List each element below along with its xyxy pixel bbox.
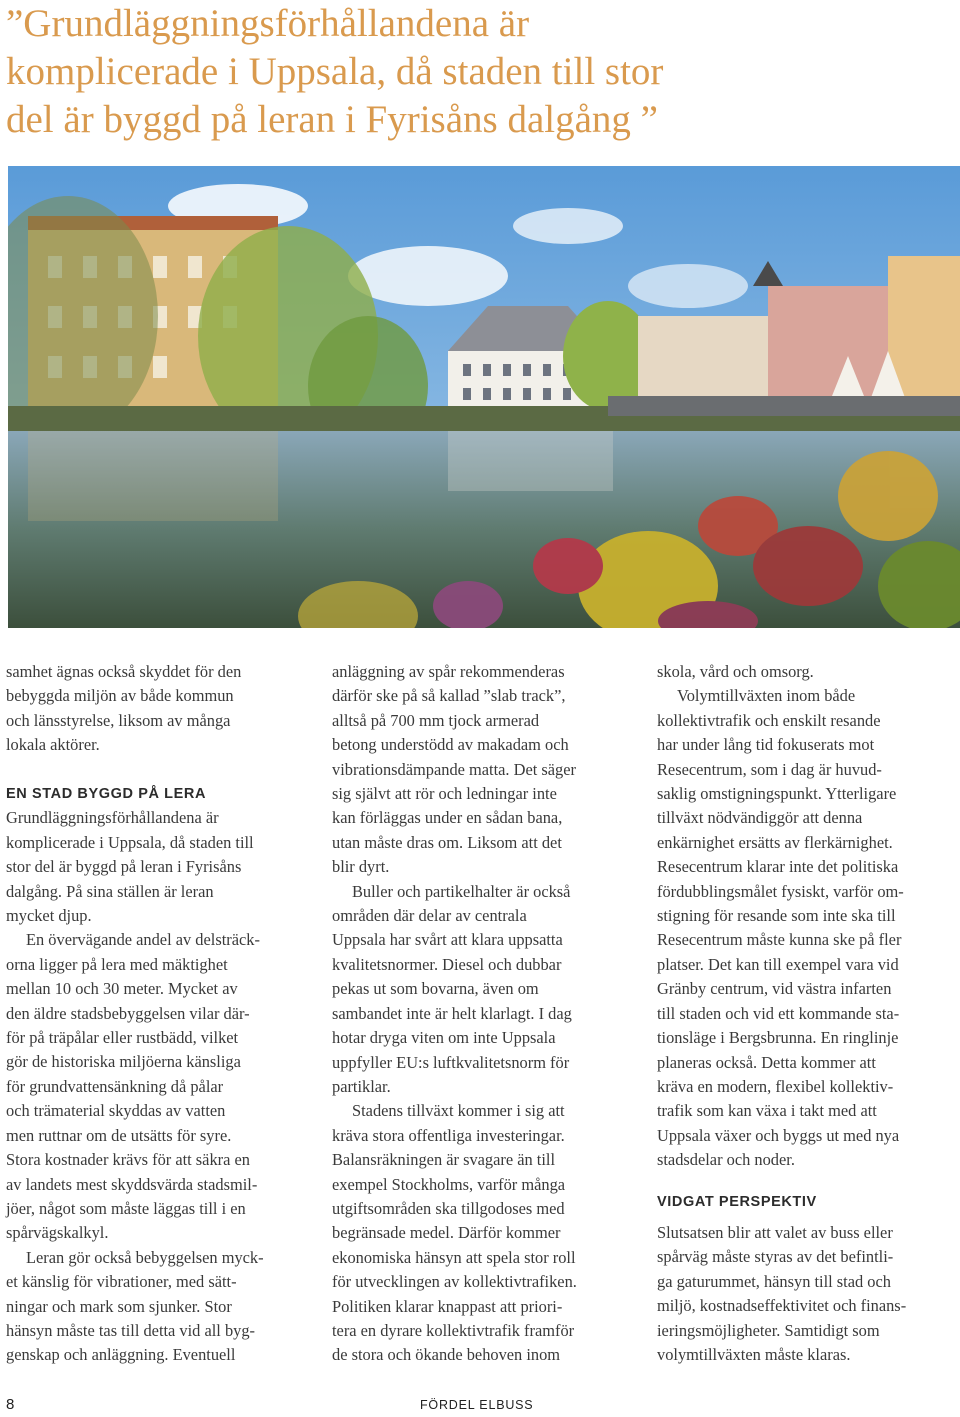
text-line: orna ligger på lera med mäktighet [6, 954, 228, 974]
text-line: gör de historiska miljöerna känsliga [6, 1052, 241, 1072]
text-line: volymtillväxten måste klaras. [657, 1344, 851, 1364]
pull-quote-line: del är byggd på leran i Fyrisåns dalgång ” [6, 98, 658, 141]
text-line: et känslig för vibrationer, med sätt- [6, 1272, 237, 1292]
text-line: exempel Stockholms, varför många [332, 1174, 566, 1194]
text-line: stadsdelar och noder. [657, 1150, 795, 1170]
paragraph [332, 880, 632, 1100]
paragraph [6, 806, 306, 928]
text-line: komplicerade i Uppsala, då staden till [6, 832, 254, 852]
text-line: ekonomiska hänsyn att spela stor roll [332, 1247, 576, 1267]
text-line: vibrationsdämpande matta. Det säger [332, 759, 576, 779]
text-line: Slutsatsen blir att valet av buss eller [657, 1222, 893, 1242]
text-line: sig självt att rör och ledningar inte [332, 784, 557, 804]
text-line: stigning för resande som inte ska till [657, 906, 896, 926]
text-line: En övervägande andel av delsträck- [26, 930, 260, 950]
text-line: Volymtillväxten inom både [677, 686, 856, 706]
text-line: lokala aktörer. [6, 735, 100, 755]
text-line: har under lång tid fokuserats mot [657, 735, 875, 755]
text-line: men ruttnar om de utsätts för syre. [6, 1125, 232, 1145]
text-line: den äldre stadsbebyggelsen vilar där- [6, 1003, 250, 1023]
text-line: stor del är byggd på leran i Fyrisåns [6, 857, 242, 877]
text-line: spårväg måste styras av det befintli- [657, 1247, 894, 1267]
paragraph [6, 660, 306, 758]
text-line: jöer, något som måste läggas till i en [6, 1198, 246, 1218]
paragraph [6, 928, 306, 1245]
pull-quote-line: komplicerade i Uppsala, då staden till stor [6, 50, 664, 93]
text-line: mellan 10 och 30 meter. Mycket av [6, 979, 238, 999]
text-line: platser. Det kan till exempel vara vid [657, 954, 899, 974]
paragraph [657, 684, 957, 1172]
section-heading: EN STAD BYGGD PÅ LERA [6, 786, 207, 803]
text-line: därför ske på så kallad ”slab track”, [332, 686, 566, 706]
text-line: planeras också. Detta kommer att [657, 1052, 876, 1072]
text-line: Politiken klarar knappast att priori- [332, 1296, 563, 1316]
text-line: Resecentrum klarar inte det politiska [657, 857, 899, 877]
text-line: genskap och anläggning. Eventuell [6, 1345, 236, 1365]
text-line: Resecentrum, som i dag är huvud- [657, 759, 882, 779]
text-line: partiklar. [332, 1076, 391, 1096]
text-line: bebyggda miljön av både kommun [6, 686, 234, 706]
paragraph [657, 660, 957, 684]
text-line: anläggning av spår rekommenderas [332, 662, 565, 681]
text-line: hänsyn måste tas till detta vid all byg- [6, 1320, 255, 1340]
text-line: och trämaterial skyddas av vatten [6, 1101, 226, 1121]
text-line: saklig omstigningspunkt. Ytterligare [657, 784, 897, 804]
pull-quote-line: ”Grundläggningsförhållandena är [6, 2, 530, 45]
text-line: Balansräkningen är svagare än till [332, 1150, 556, 1170]
text-line: områden där delar av centrala [332, 906, 527, 926]
paragraph [657, 1221, 957, 1367]
text-line: Leran gör också bebyggelsen myck- [26, 1247, 264, 1267]
text-column-2 [332, 660, 632, 1368]
text-line: av landets mest skyddsvärda stadsmil- [6, 1174, 258, 1194]
text-line: trafik som kan växa i takt med att [657, 1101, 877, 1121]
text-line: kollektivtrafik och enskilt resande [657, 710, 881, 730]
text-line: utgiftsområden ska tillgodoses med [332, 1198, 565, 1218]
pull-quote [6, 0, 906, 144]
text-line: Uppsala har svårt att klara uppsatta [332, 930, 563, 950]
text-line: ga gaturummet, hänsyn till stad och [657, 1271, 891, 1291]
page-number: 8 [6, 1396, 15, 1413]
text-line: Resecentrum måste kunna ske på fler [657, 930, 902, 950]
text-line: kan förläggas under en sådan bana, [332, 808, 563, 828]
text-column-3 [657, 660, 957, 1367]
text-line: Buller och partikelhalter är också [352, 881, 571, 901]
text-line: betong understödd av makadam och [332, 735, 569, 755]
text-line: dalgång. På sina ställen är leran [6, 881, 214, 901]
text-line: Stadens tillväxt kommer i sig att [352, 1101, 565, 1121]
text-line: Grundläggningsförhållandena är [6, 808, 219, 828]
text-line: miljö, kostnadseffektivitet och finans- [657, 1296, 907, 1316]
text-line: kvalitetsnormer. Diesel och dubbar [332, 954, 562, 974]
text-line: tionsläge i Bergsbrunna. En ringlinje [657, 1028, 899, 1048]
paragraph [332, 660, 632, 880]
text-line: och länsstyrelse, liksom av många [6, 710, 231, 730]
text-line: tera en dyrare kollektivtrafik framför [332, 1320, 575, 1340]
text-line: uppfyller EU:s luftkvalitetsnorm för [332, 1052, 570, 1072]
text-line: alltså på 700 mm tjock armerad [332, 710, 540, 730]
text-line: Uppsala växer och byggs ut med nya [657, 1125, 900, 1145]
text-line: enkärnighet ersätts av flerkärnighet. [657, 832, 893, 852]
text-line: mycket djup. [6, 906, 92, 926]
text-line: för utvecklingen av kollektivtrafiken. [332, 1272, 577, 1292]
text-line: skola, vård och omsorg. [657, 662, 814, 681]
text-line: för grundvattensänkning då pålar [6, 1076, 224, 1096]
text-line: ningar och mark som sjunker. Stor [6, 1296, 232, 1316]
text-column-1 [6, 660, 306, 1368]
paragraph [6, 1246, 306, 1368]
running-head: FÖRDEL ELBUSS [420, 1398, 534, 1412]
text-line: för på träpålar eller rustbädd, vilket [6, 1028, 239, 1048]
river-photo [8, 166, 960, 628]
section-heading: VIDGAT PERSPEKTIV [657, 1193, 817, 1210]
text-line: sambandet inte är helt klarlagt. I dag [332, 1003, 572, 1023]
text-line: begränsade medel. Därför kommer [332, 1223, 561, 1243]
paragraph [332, 1099, 632, 1367]
text-line: kräva stora offentliga investeringar. [332, 1125, 565, 1145]
text-line: spårvägskalkyl. [6, 1223, 109, 1243]
text-line: de stora och ökande behoven inom [332, 1345, 561, 1365]
text-line: blir dyrt. [332, 857, 390, 877]
text-line: utan måste dras om. Liksom att det [332, 832, 562, 852]
page-footer [0, 1396, 960, 1416]
text-line: ieringsmöjligheter. Samtidigt som [657, 1320, 880, 1340]
text-line: Stora kostnader krävs för att säkra en [6, 1150, 250, 1170]
text-line: hotar dryga viten om inte Uppsala [332, 1028, 556, 1048]
text-line: kräva en modern, flexibel kollektiv- [657, 1076, 894, 1096]
text-line: fördubblingsmålet fysiskt, varför om- [657, 881, 904, 901]
text-line: tillväxt nödvändiggör att denna [657, 808, 863, 828]
text-line: till staden och vid ett kommande sta- [657, 1003, 900, 1023]
text-line: pekas ut som bovarna, även om [332, 979, 539, 999]
text-line: samhet ägnas också skyddet för den [6, 662, 242, 681]
text-line: Gränby centrum, vid västra infarten [657, 979, 892, 999]
